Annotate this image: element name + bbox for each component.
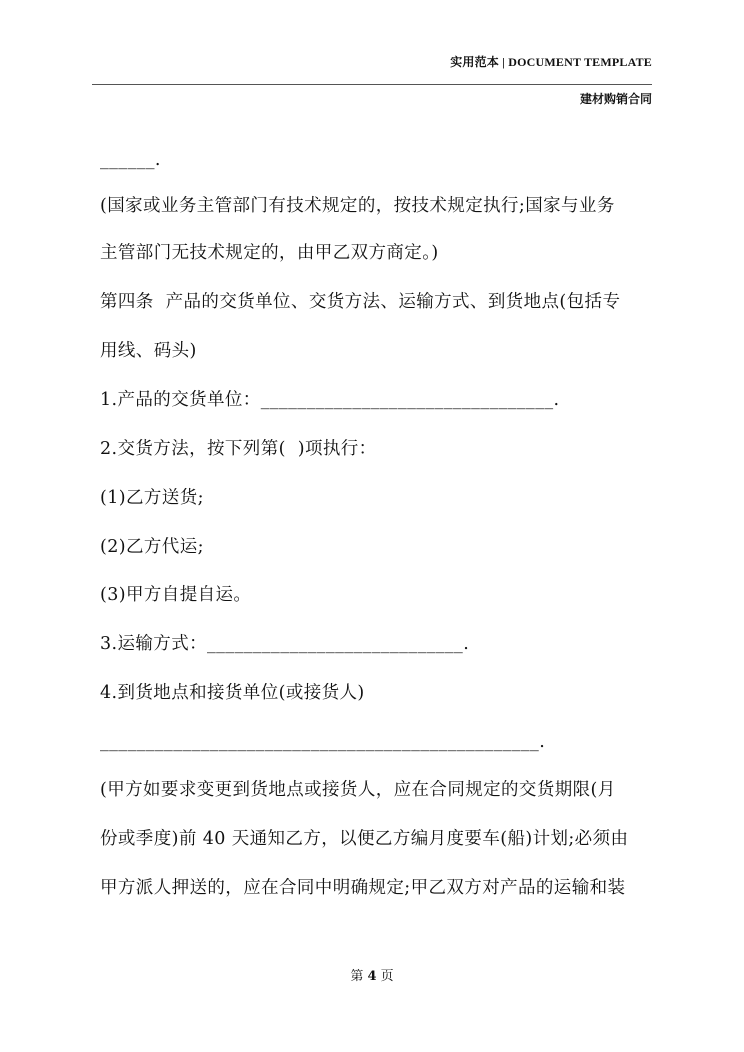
text-line: 4.到货地点和接货单位(或接货人) [100,683,365,703]
text-line: ________________________________________________. [100,732,546,752]
footer-prefix: 第 [350,969,364,984]
header-divider [92,84,652,85]
text-line: 份或季度)前 40 天通知乙方，以便乙方编月度要车(船)计划;必须由 [100,829,629,849]
text-line: (国家或业务主管部门有技术规定的，按技术规定执行;国家与业务 [100,196,615,216]
text-line: (2)乙方代运; [100,537,204,557]
text-line: ______. [100,150,161,170]
text-line: (3)甲方自提自运。 [100,585,252,605]
header-subtitle: 建材购销合同 [579,92,652,106]
header-title: 实用范本 | DOCUMENT TEMPLATE [450,55,652,69]
text-line: (甲方如要求变更到货地点或接货人，应在合同规定的交货期限(月 [100,780,616,800]
text-line: 主管部门无技术规定的，由甲乙双方商定。) [100,243,439,263]
page-footer [0,965,744,984]
text-line: 第四条 产品的交货单位、交货方法、运输方式、到货地点(包括专 [100,292,621,312]
text-line: 用线、码头) [100,341,197,361]
text-line: 1.产品的交货单位：________________________________. [100,390,560,410]
page-number: 4 [367,969,377,984]
text-line: 2.交货方法，按下列第( )项执行： [100,439,377,459]
text-line: 3.运输方式：____________________________. [100,634,470,654]
text-line: 甲方派人押送的，应在合同中明确规定;甲乙双方对产品的运输和装 [100,878,626,898]
footer-suffix: 页 [380,969,394,984]
text-line: (1)乙方送货; [100,488,204,508]
